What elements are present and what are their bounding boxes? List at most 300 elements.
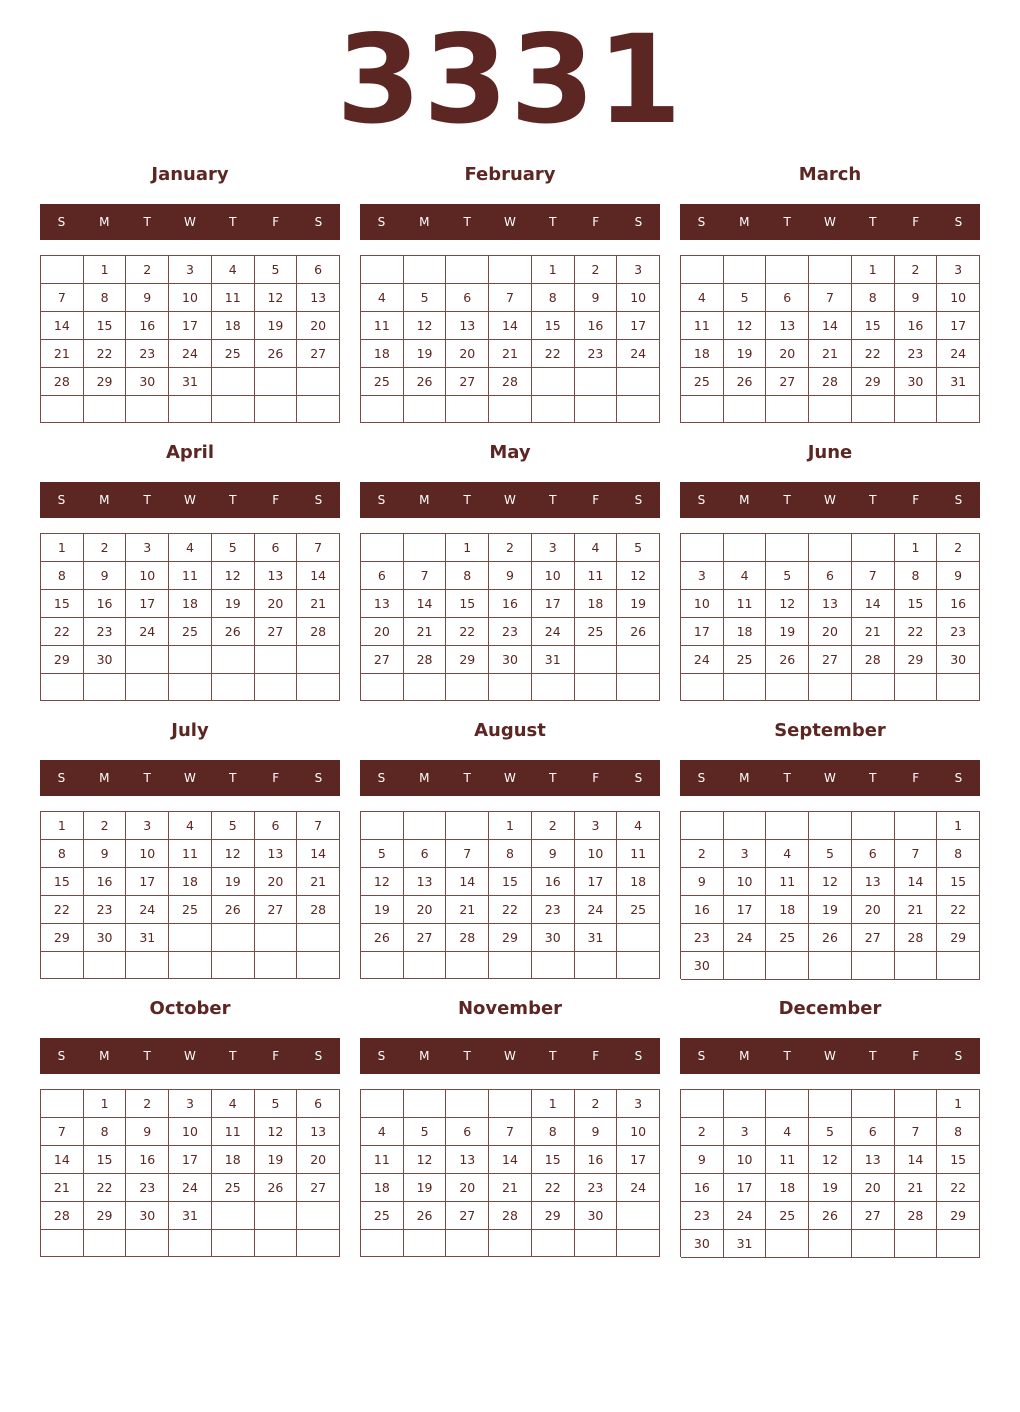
day-cell: 17 [617,312,660,340]
empty-day-cell [446,812,489,840]
empty-day-cell [766,1230,809,1258]
day-cell: 28 [446,924,489,952]
day-cell: 21 [852,618,895,646]
day-cell: 28 [895,1202,938,1230]
day-cell: 1 [937,1090,980,1118]
day-cell: 3 [617,256,660,284]
day-grid [40,255,340,423]
day-cell: 2 [895,256,938,284]
day-cell: 5 [809,1118,852,1146]
empty-day-cell [617,646,660,674]
day-cell: 27 [361,646,404,674]
day-cell: 23 [895,340,938,368]
day-cell: 19 [809,896,852,924]
empty-day-cell [575,646,618,674]
weekday-header: F [272,493,280,507]
day-cell: 31 [724,1230,767,1258]
weekday-header: T [869,493,877,507]
weekday-header: M [99,771,110,785]
weekday-header: S [57,215,66,229]
weekday-header-row [40,204,340,240]
month-name: September [774,720,886,741]
empty-day-cell [852,812,895,840]
day-cell: 20 [255,590,298,618]
weekday-header: T [869,771,877,785]
weekday-header: F [272,771,280,785]
empty-day-cell [255,674,298,701]
day-cell: 25 [766,924,809,952]
day-cell: 1 [532,256,575,284]
day-cell: 13 [297,284,340,312]
empty-day-cell [724,952,767,980]
day-cell: 11 [169,840,212,868]
day-cell: 9 [575,1118,618,1146]
day-cell: 19 [212,590,255,618]
day-cell: 21 [404,618,447,646]
empty-day-cell [169,952,212,979]
day-cell: 2 [126,256,169,284]
day-cell: 26 [809,1202,852,1230]
weekday-header: T [463,771,471,785]
day-cell: 9 [681,868,724,896]
day-cell: 29 [895,646,938,674]
empty-day-cell [41,952,84,979]
month-name: January [151,164,229,185]
weekday-header: T [143,771,151,785]
day-cell: 2 [681,1118,724,1146]
day-cell: 18 [361,1174,404,1202]
day-cell: 8 [937,840,980,868]
empty-day-cell [852,952,895,980]
day-cell: 21 [895,1174,938,1202]
weekday-header: S [954,1049,963,1063]
weekday-header: S [697,493,706,507]
empty-day-cell [617,1202,660,1230]
empty-day-cell [489,396,532,423]
weekday-header-row [40,1038,340,1074]
empty-day-cell [532,396,575,423]
day-cell: 20 [361,618,404,646]
empty-day-cell [41,1090,84,1118]
day-cell: 29 [41,924,84,952]
day-cell: 23 [575,340,618,368]
empty-day-cell [126,674,169,701]
day-cell: 29 [489,924,532,952]
day-grid [40,533,340,701]
empty-day-cell [617,674,660,701]
day-cell: 27 [446,1202,489,1230]
weekday-header: M [99,1049,110,1063]
empty-day-cell [297,952,340,979]
day-cell: 19 [255,1146,298,1174]
day-cell: 30 [126,368,169,396]
day-cell: 28 [852,646,895,674]
empty-day-cell [766,396,809,423]
day-cell: 18 [361,340,404,368]
empty-day-cell [169,674,212,701]
empty-day-cell [41,674,84,701]
day-cell: 7 [489,284,532,312]
day-cell: 24 [169,1174,212,1202]
weekday-header: T [463,1049,471,1063]
day-cell: 3 [617,1090,660,1118]
weekday-header: W [824,771,836,785]
empty-day-cell [766,674,809,701]
day-cell: 22 [489,896,532,924]
day-cell: 26 [766,646,809,674]
weekday-header: T [783,493,791,507]
day-cell: 14 [404,590,447,618]
day-cell: 23 [489,618,532,646]
day-grid [680,533,980,701]
day-cell: 4 [361,284,404,312]
day-cell: 7 [41,1118,84,1146]
weekday-header: W [184,771,196,785]
day-cell: 24 [126,896,169,924]
day-cell: 7 [297,812,340,840]
day-cell: 7 [297,534,340,562]
empty-day-cell [297,1202,340,1230]
empty-day-cell [575,952,618,979]
day-cell: 12 [617,562,660,590]
day-cell: 30 [532,924,575,952]
day-cell: 11 [575,562,618,590]
weekday-header: F [592,771,600,785]
day-cell: 31 [575,924,618,952]
day-cell: 26 [255,1174,298,1202]
weekday-header: T [143,493,151,507]
weekday-header: S [314,1049,323,1063]
day-cell: 28 [41,368,84,396]
day-grid [360,255,660,423]
day-cell: 19 [809,1174,852,1202]
day-cell: 2 [937,534,980,562]
empty-day-cell [852,534,895,562]
day-cell: 7 [895,1118,938,1146]
empty-day-cell [212,396,255,423]
day-cell: 26 [724,368,767,396]
day-cell: 29 [84,368,127,396]
empty-day-cell [809,812,852,840]
empty-day-cell [446,952,489,979]
day-cell: 5 [212,534,255,562]
weekday-header: M [739,215,750,229]
weekday-header: M [739,493,750,507]
day-cell: 12 [766,590,809,618]
day-cell: 15 [41,590,84,618]
weekday-header: T [229,771,237,785]
day-cell: 6 [766,284,809,312]
day-cell: 10 [575,840,618,868]
day-cell: 22 [41,618,84,646]
day-cell: 4 [681,284,724,312]
day-cell: 1 [84,256,127,284]
weekday-header: S [954,215,963,229]
empty-day-cell [575,368,618,396]
empty-day-cell [681,396,724,423]
empty-day-cell [84,1230,127,1257]
day-cell: 21 [446,896,489,924]
day-cell: 11 [212,284,255,312]
day-cell: 5 [809,840,852,868]
weekday-header: S [954,771,963,785]
day-cell: 2 [84,812,127,840]
day-cell: 20 [852,896,895,924]
day-grid [360,811,660,979]
weekday-header: T [463,493,471,507]
day-cell: 14 [297,840,340,868]
day-cell: 10 [126,562,169,590]
day-cell: 15 [84,1146,127,1174]
day-cell: 28 [297,896,340,924]
day-cell: 7 [404,562,447,590]
day-cell: 18 [617,868,660,896]
day-cell: 14 [297,562,340,590]
empty-day-cell [126,646,169,674]
day-cell: 1 [532,1090,575,1118]
day-cell: 9 [895,284,938,312]
day-cell: 11 [212,1118,255,1146]
weekday-header-row [680,1038,980,1074]
empty-day-cell [361,1090,404,1118]
day-cell: 13 [852,868,895,896]
day-cell: 23 [532,896,575,924]
weekday-header: W [824,493,836,507]
weekday-header: T [463,215,471,229]
day-cell: 22 [937,1174,980,1202]
day-cell: 16 [681,896,724,924]
day-cell: 28 [895,924,938,952]
day-grid [40,811,340,979]
empty-day-cell [297,924,340,952]
day-cell: 15 [41,868,84,896]
empty-day-cell [895,674,938,701]
empty-day-cell [169,646,212,674]
empty-day-cell [895,1230,938,1258]
day-cell: 3 [724,840,767,868]
day-cell: 1 [446,534,489,562]
empty-day-cell [126,1230,169,1257]
day-cell: 14 [489,1146,532,1174]
weekday-header: S [634,493,643,507]
day-cell: 5 [212,812,255,840]
empty-day-cell [212,924,255,952]
day-cell: 6 [297,256,340,284]
day-cell: 20 [446,340,489,368]
weekday-header: W [504,771,516,785]
day-cell: 5 [361,840,404,868]
weekday-header: W [504,1049,516,1063]
day-cell: 8 [852,284,895,312]
day-cell: 8 [532,1118,575,1146]
weekday-header: F [912,215,920,229]
day-cell: 8 [41,562,84,590]
empty-day-cell [169,396,212,423]
empty-day-cell [255,952,298,979]
day-cell: 16 [532,868,575,896]
day-cell: 17 [724,896,767,924]
day-cell: 23 [84,618,127,646]
empty-day-cell [446,1090,489,1118]
day-cell: 13 [446,312,489,340]
day-cell: 10 [937,284,980,312]
empty-day-cell [361,952,404,979]
empty-day-cell [575,396,618,423]
weekday-header: T [549,493,557,507]
day-cell: 31 [126,924,169,952]
day-cell: 25 [361,368,404,396]
day-cell: 21 [41,340,84,368]
day-cell: 13 [297,1118,340,1146]
day-cell: 21 [489,340,532,368]
weekday-header: M [419,1049,430,1063]
day-cell: 27 [297,340,340,368]
weekday-header: S [377,493,386,507]
day-cell: 27 [404,924,447,952]
day-cell: 17 [681,618,724,646]
empty-day-cell [212,952,255,979]
day-cell: 8 [895,562,938,590]
day-cell: 23 [126,340,169,368]
weekday-header: S [377,771,386,785]
day-cell: 26 [617,618,660,646]
day-cell: 22 [446,618,489,646]
day-cell: 7 [852,562,895,590]
day-cell: 10 [617,284,660,312]
day-cell: 17 [169,312,212,340]
day-cell: 18 [212,1146,255,1174]
day-cell: 1 [895,534,938,562]
day-cell: 19 [255,312,298,340]
day-cell: 24 [617,340,660,368]
weekday-header: T [549,1049,557,1063]
day-cell: 6 [255,812,298,840]
empty-day-cell [212,646,255,674]
day-cell: 6 [852,1118,895,1146]
weekday-header: F [912,493,920,507]
day-cell: 9 [532,840,575,868]
day-cell: 26 [212,896,255,924]
day-cell: 13 [404,868,447,896]
empty-day-cell [852,1230,895,1258]
day-cell: 13 [446,1146,489,1174]
empty-day-cell [681,1090,724,1118]
day-cell: 4 [575,534,618,562]
empty-day-cell [681,256,724,284]
day-cell: 28 [489,1202,532,1230]
day-cell: 10 [169,1118,212,1146]
weekday-header: T [143,1049,151,1063]
day-cell: 17 [617,1146,660,1174]
day-cell: 7 [446,840,489,868]
day-cell: 14 [895,1146,938,1174]
empty-day-cell [575,674,618,701]
weekday-header: T [783,215,791,229]
day-cell: 28 [41,1202,84,1230]
day-cell: 23 [84,896,127,924]
empty-day-cell [532,1230,575,1257]
empty-day-cell [809,1090,852,1118]
day-cell: 21 [895,896,938,924]
weekday-header: T [229,215,237,229]
day-cell: 16 [895,312,938,340]
weekday-header: S [634,771,643,785]
empty-day-cell [809,674,852,701]
empty-day-cell [212,368,255,396]
day-cell: 21 [297,868,340,896]
day-cell: 9 [937,562,980,590]
day-cell: 27 [255,896,298,924]
empty-day-cell [766,256,809,284]
empty-day-cell [617,396,660,423]
day-cell: 9 [575,284,618,312]
day-cell: 22 [532,340,575,368]
day-cell: 25 [361,1202,404,1230]
day-cell: 30 [681,952,724,980]
day-cell: 16 [84,868,127,896]
day-cell: 22 [84,1174,127,1202]
empty-day-cell [84,674,127,701]
weekday-header: S [697,771,706,785]
empty-day-cell [681,534,724,562]
weekday-header-row [680,482,980,518]
empty-day-cell [489,256,532,284]
day-cell: 2 [575,256,618,284]
empty-day-cell [937,396,980,423]
weekday-header: W [504,215,516,229]
day-grid [680,1089,980,1257]
day-cell: 16 [575,1146,618,1174]
day-cell: 2 [489,534,532,562]
day-cell: 7 [41,284,84,312]
day-cell: 31 [169,368,212,396]
day-cell: 27 [809,646,852,674]
day-cell: 28 [809,368,852,396]
day-cell: 20 [852,1174,895,1202]
day-cell: 11 [361,1146,404,1174]
day-cell: 18 [724,618,767,646]
weekday-header: S [634,215,643,229]
month-name: April [165,442,215,463]
empty-day-cell [895,812,938,840]
month-name: December [778,998,882,1019]
day-cell: 11 [766,868,809,896]
weekday-header-row [680,760,980,796]
day-cell: 29 [937,924,980,952]
weekday-header: M [739,771,750,785]
day-cell: 14 [895,868,938,896]
empty-day-cell [532,368,575,396]
day-cell: 7 [895,840,938,868]
day-cell: 30 [895,368,938,396]
day-cell: 20 [446,1174,489,1202]
empty-day-cell [895,396,938,423]
day-cell: 29 [532,1202,575,1230]
day-cell: 11 [169,562,212,590]
weekday-header: S [57,493,66,507]
day-cell: 22 [532,1174,575,1202]
day-cell: 12 [255,284,298,312]
day-cell: 3 [532,534,575,562]
month-name: October [149,998,231,1019]
day-cell: 5 [255,256,298,284]
day-cell: 14 [446,868,489,896]
day-cell: 2 [681,840,724,868]
empty-day-cell [532,674,575,701]
empty-day-cell [297,674,340,701]
day-cell: 6 [809,562,852,590]
empty-day-cell [297,1230,340,1257]
